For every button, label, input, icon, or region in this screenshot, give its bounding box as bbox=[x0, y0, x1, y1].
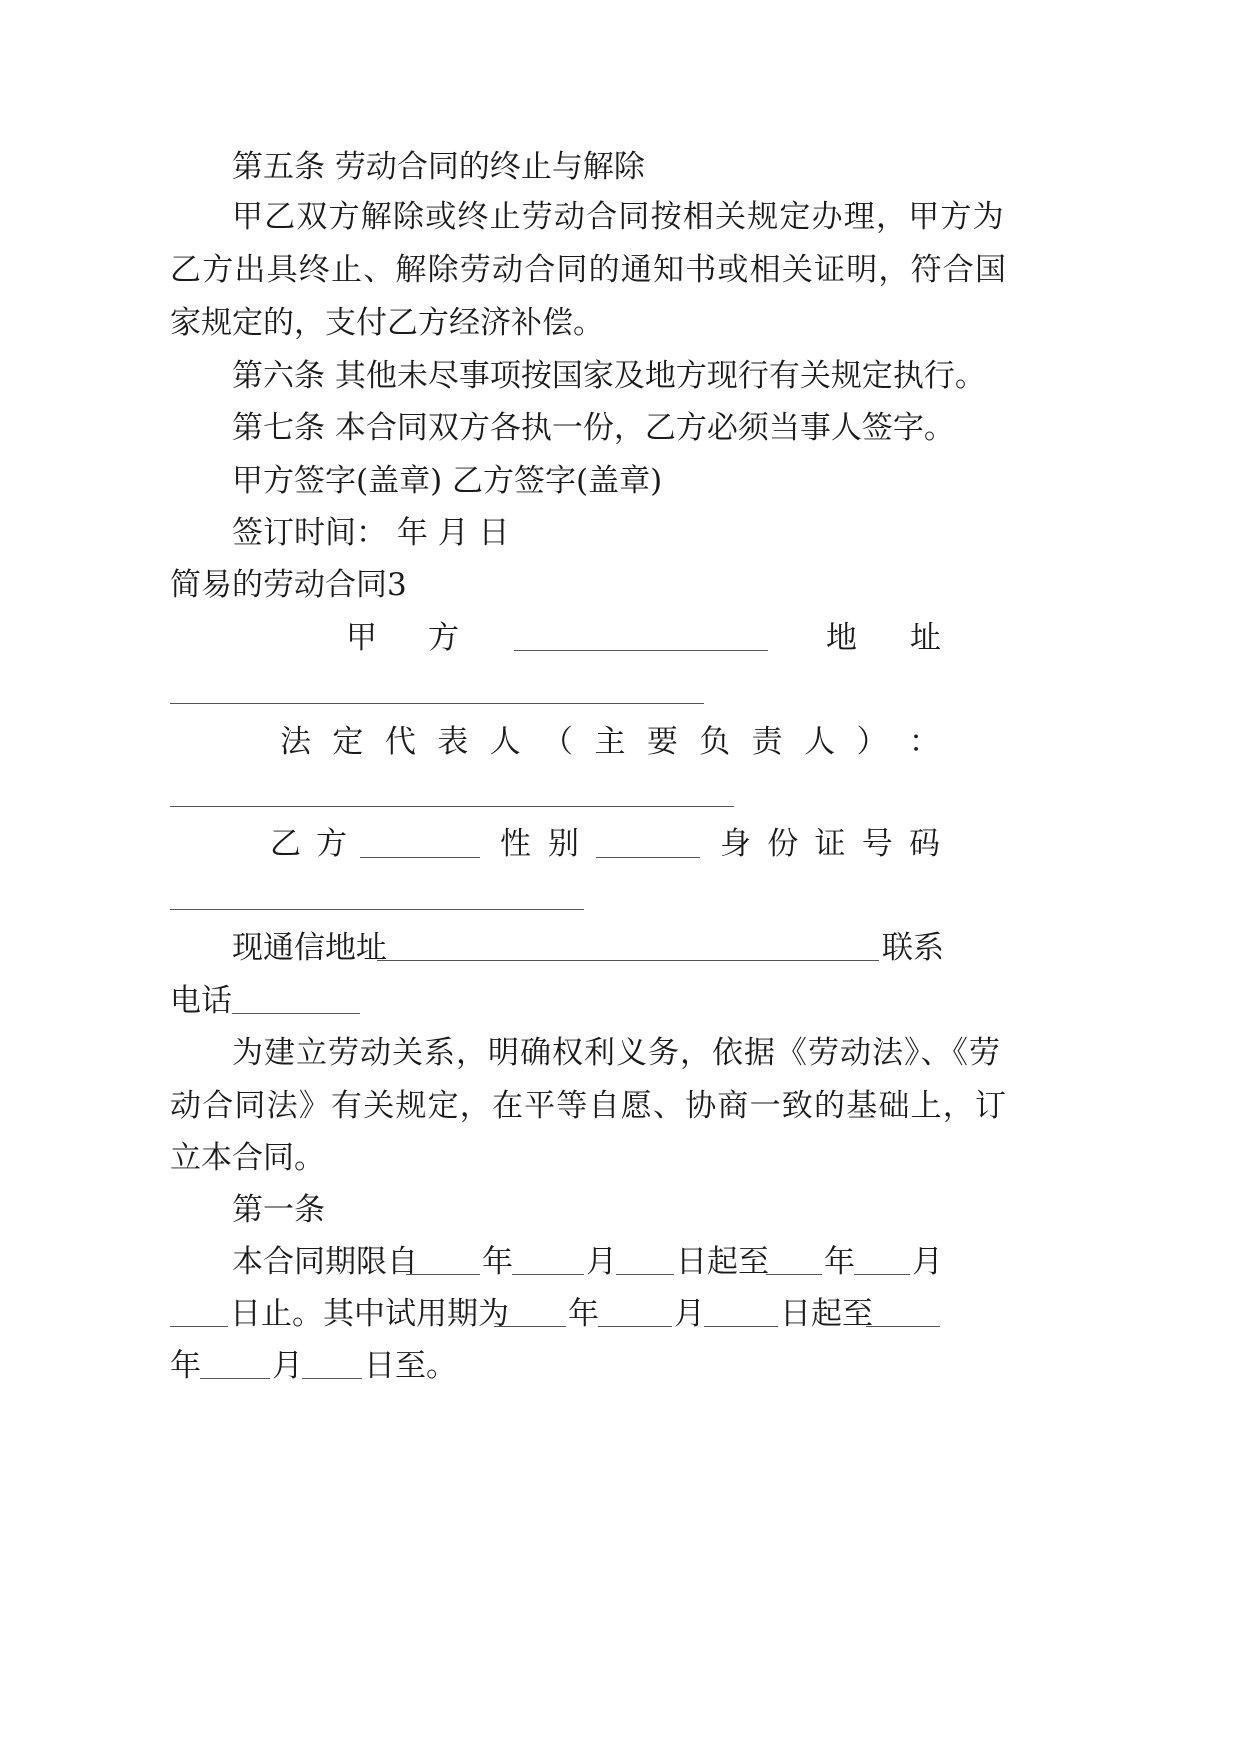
id-number-label bbox=[720, 820, 940, 868]
article-1-title: 第一条 bbox=[232, 1192, 325, 1228]
probation-end-year-blank-1[interactable] bbox=[866, 1326, 940, 1327]
legal-rep-char: 人 bbox=[489, 724, 521, 760]
party-b-char-1: 乙 bbox=[270, 826, 301, 862]
term-start-day-blank[interactable] bbox=[616, 1274, 674, 1275]
legal-rep-char: 负 bbox=[699, 724, 731, 760]
legal-representative-blank[interactable] bbox=[170, 806, 734, 807]
intro-line-3: 立本合同。 bbox=[170, 1140, 325, 1176]
term-start-month-blank[interactable] bbox=[512, 1274, 584, 1275]
legal-rep-char: （ bbox=[542, 724, 574, 760]
contact-address-label: 现通信地址 bbox=[232, 930, 387, 966]
legal-rep-char: ） bbox=[856, 724, 888, 760]
signing-date: 签订时间： 年 月 日 bbox=[232, 515, 510, 551]
address-char-1: 地 bbox=[826, 620, 857, 656]
section-heading: 简易的劳动合同3 bbox=[170, 567, 407, 603]
intro-line-2: 动合同法》有关规定，在平等自愿、协商一致的基础上，订 bbox=[170, 1088, 1008, 1124]
phone-blank[interactable] bbox=[232, 1013, 360, 1014]
article-7: 第七条 本合同双方各执一份，乙方必须当事人签字。 bbox=[232, 410, 955, 446]
gender-blank[interactable] bbox=[596, 857, 700, 858]
intro-line-1: 为建立劳动关系，明确权利义务，依据《劳动法》、《劳 bbox=[232, 1035, 1001, 1071]
probation-start-day-blank[interactable] bbox=[704, 1326, 778, 1327]
legal-rep-char: 主 bbox=[594, 724, 626, 760]
probation-end-year-label: 年 bbox=[170, 1348, 201, 1384]
legal-rep-char: 代 bbox=[384, 724, 416, 760]
article-5-title: 第五条 劳动合同的终止与解除 bbox=[232, 149, 645, 185]
id-char: 证 bbox=[814, 826, 846, 862]
signature-line: 甲方签字(盖章) 乙方签字(盖章) bbox=[232, 463, 663, 499]
term-start-month-label: 月 bbox=[586, 1244, 617, 1280]
legal-rep-char: 定 bbox=[332, 724, 364, 760]
term-start-day-label: 日起至 bbox=[676, 1244, 769, 1280]
probation-start-year-label: 年 bbox=[568, 1296, 599, 1332]
term-end-month-blank[interactable] bbox=[854, 1274, 910, 1275]
term-start-year-label: 年 bbox=[482, 1244, 513, 1280]
id-char: 身 bbox=[720, 826, 751, 862]
probation-end-month-blank[interactable] bbox=[200, 1378, 270, 1379]
legal-representative-label bbox=[280, 718, 940, 766]
term-end-year-blank[interactable] bbox=[766, 1274, 822, 1275]
address-char-2: 址 bbox=[910, 620, 941, 656]
party-a-blank[interactable] bbox=[514, 650, 768, 651]
probation-prefix: 日止。其中试用期为 bbox=[230, 1296, 509, 1332]
article-5-line-1: 甲乙双方解除或终止劳动合同按相关规定办理，甲方为 bbox=[232, 199, 1005, 235]
probation-end-day-label: 日至。 bbox=[364, 1348, 457, 1384]
term-end-year-label: 年 bbox=[824, 1244, 855, 1280]
probation-end-month-label: 月 bbox=[272, 1348, 303, 1384]
party-b-blank[interactable] bbox=[360, 857, 480, 858]
article-5-line-3: 家规定的，支付乙方经济补偿。 bbox=[170, 305, 604, 341]
contact-suffix: 联系 bbox=[882, 930, 944, 966]
legal-rep-char: ： bbox=[908, 724, 940, 760]
legal-rep-char: 法 bbox=[280, 724, 311, 760]
id-char: 码 bbox=[909, 826, 940, 862]
article-5-line-2: 乙方出具终止、解除劳动合同的通知书或相关证明，符合国 bbox=[170, 252, 1008, 288]
probation-start-day-label: 日起至 bbox=[780, 1296, 873, 1332]
party-b-char-2: 方 bbox=[316, 826, 347, 862]
article-6: 第六条 其他未尽事项按国家及地方现行有关规定执行。 bbox=[232, 358, 986, 394]
party-a-char-2: 方 bbox=[428, 620, 459, 656]
id-char: 号 bbox=[861, 826, 893, 862]
probation-end-day-blank[interactable] bbox=[302, 1378, 362, 1379]
legal-rep-char: 人 bbox=[804, 724, 836, 760]
phone-label: 电话 bbox=[170, 983, 232, 1019]
term-end-month-label: 月 bbox=[912, 1244, 943, 1280]
probation-start-month-blank[interactable] bbox=[598, 1326, 672, 1327]
term-end-day-blank[interactable] bbox=[170, 1326, 228, 1327]
party-a-char-1: 甲 bbox=[346, 620, 377, 656]
gender-char-2: 别 bbox=[548, 826, 579, 862]
term-prefix: 本合同期限自 bbox=[232, 1244, 418, 1280]
address-blank[interactable] bbox=[170, 703, 704, 704]
contact-address-blank[interactable] bbox=[377, 960, 879, 961]
id-number-blank[interactable] bbox=[170, 909, 584, 910]
id-char: 份 bbox=[767, 826, 799, 862]
gender-char-1: 性 bbox=[500, 826, 531, 862]
probation-start-year-blank[interactable] bbox=[494, 1326, 566, 1327]
legal-rep-char: 表 bbox=[437, 724, 469, 760]
term-start-year-blank[interactable] bbox=[406, 1274, 480, 1275]
probation-start-month-label: 月 bbox=[674, 1296, 705, 1332]
legal-rep-char: 要 bbox=[646, 724, 678, 760]
legal-rep-char: 责 bbox=[751, 724, 783, 760]
